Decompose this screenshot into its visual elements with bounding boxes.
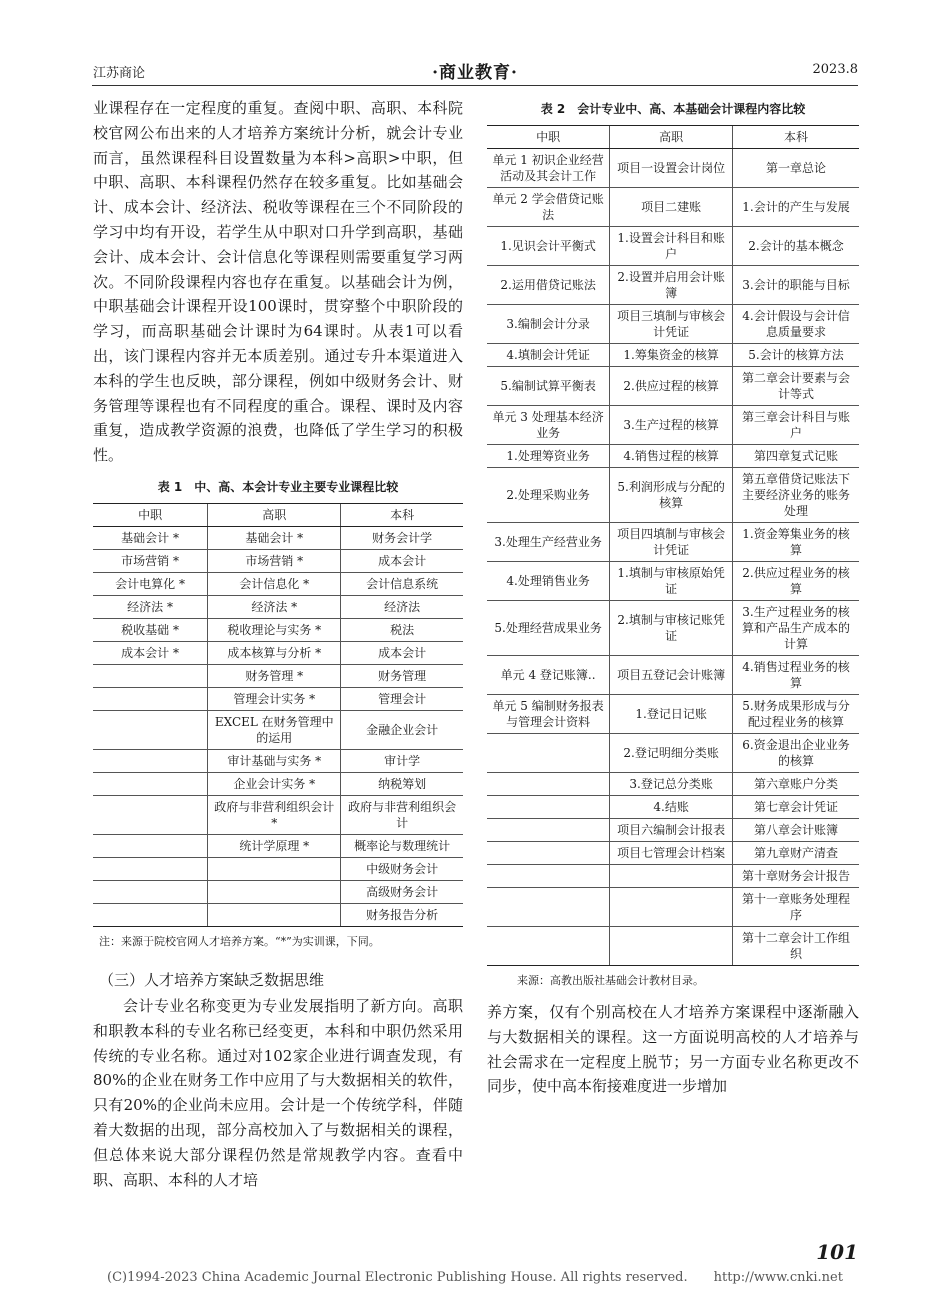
table-cell: 概率论与数理统计 [341,834,463,857]
table-cell: 第二章会计要素与会计等式 [733,367,860,406]
table-cell [610,865,733,888]
table-cell: 第九章财产清查 [733,842,860,865]
table-cell: 单元 3 处理基本经济业务 [487,406,610,445]
table-row [93,641,463,664]
table-cell [208,880,341,903]
table-cell: 项目六编制会计报表 [610,819,733,842]
table-row [487,888,859,927]
table-cell: 1.见识会计平衡式 [487,227,610,266]
table-cell: 第十二章会计工作组织 [733,927,860,966]
table-cell: 单元 1 初识企业经营活动及其会计工作 [487,149,610,188]
table-row [487,445,859,468]
table2-header-cell: 中职 [487,126,610,149]
table-cell: 单元 4 登记账簿.. [487,656,610,695]
table-cell: 政府与非营利组织会计 [341,795,463,834]
table-row [487,367,859,406]
table-cell: 项目五登记会计账簿 [610,656,733,695]
table1-note: 注：来源于院校官网人才培养方案。“*”为实训课，下同。 [99,934,380,948]
table-cell: 项目四填制与审核会计凭证 [610,523,733,562]
table-row [487,927,859,966]
table2-header-row [487,126,859,149]
table-row [487,842,859,865]
page-number: 101 [816,1240,858,1264]
table-cell: 第八章会计账簿 [733,819,860,842]
table-cell: 4.销售过程业务的核算 [733,656,860,695]
table2-header-cell: 高职 [610,126,733,149]
table-cell: 税收理论与实务 * [208,618,341,641]
table-cell [610,927,733,966]
table-cell: 项目二建账 [610,188,733,227]
left-column [93,96,463,1192]
table-cell: 成本核算与分析 * [208,641,341,664]
table-cell: 单元 5 编制财务报表与管理会计资料 [487,695,610,734]
table-cell: 市场营销 * [93,549,208,572]
table-cell: 4.结账 [610,796,733,819]
table-cell [93,749,208,772]
table-cell: 中级财务会计 [341,857,463,880]
table-cell [487,819,610,842]
table-cell [610,888,733,927]
table-cell: 2.登记明细分类账 [610,734,733,773]
table-cell: 3.生产过程的核算 [610,406,733,445]
table-cell: 4.处理销售业务 [487,562,610,601]
table-cell: 1.资金筹集业务的核算 [733,523,860,562]
issue-label: 2023.8 [812,62,858,77]
table-row [93,595,463,618]
table-cell: 4.会计假设与会计信息质量要求 [733,305,860,344]
table-cell [487,865,610,888]
table-cell: 管理会计实务 * [208,687,341,710]
table-cell: 1.筹集资金的核算 [610,344,733,367]
table-cell: 第十章财务会计报告 [733,865,860,888]
table-cell: 财务会计学 [341,526,463,549]
table-cell: 税法 [341,618,463,641]
table-row [487,773,859,796]
table-cell: 项目七管理会计档案 [610,842,733,865]
table-cell: 基础会计 * [208,526,341,549]
table-cell [487,734,610,773]
body-paragraph: 养方案，仅有个别高校在人才培养方案课程中逐渐融入与大数据相关的课程。这一方面说明高校的人才培养与社会需求在一定程度上脱节；另一方面专业名称更改不同步，使中高本衔接难度进一步增加 [487,1003,859,1096]
table-row [93,526,463,549]
table-cell: 6.资金退出企业业务的核算 [733,734,860,773]
table-row [487,227,859,266]
table-cell: 2.供应过程业务的核算 [733,562,860,601]
table-cell [487,927,610,966]
table-cell: 成本会计 * [93,641,208,664]
table1-header-cell: 本科 [341,503,463,526]
table-cell: 纳税筹划 [341,772,463,795]
table-cell: 第三章会计科目与账户 [733,406,860,445]
table-cell: 经济法 * [93,595,208,618]
table-row [93,549,463,572]
table-cell: 2.运用借贷记账法 [487,266,610,305]
table-cell: 5.处理经营成果业务 [487,601,610,656]
table-cell: 第四章复式记账 [733,445,860,468]
table-cell: 3.处理生产经营业务 [487,523,610,562]
table-cell: 5.财务成果形成与分配过程业务的核算 [733,695,860,734]
table-cell [487,888,610,927]
table-cell [93,687,208,710]
table-cell: 3.编制会计分录 [487,305,610,344]
table2-note: 来源：高教出版社基础会计教材目录。 [517,974,704,987]
table-cell [93,795,208,834]
table-row [93,795,463,834]
body-paragraph: 业课程存在一定程度的重复。查阅中职、高职、本科院校官网公布出来的人才培养方案统计分析，就会计专业而言，虽然课程科目设置数量为本科>高职>中职，但中职、高职、本科课程仍然存在较多重复。比如基础会计、成本会计、经济法、税收等课程在三个不同阶段的学习中均有开设，若学生从中职对口升学到高职，基础会计、成本会计、会计信息化等课程则需要重复学习两次。不同阶段课程内容也存在重复。以基础会计为例，中职基础会计课程开设100课时，贯穿整个中职阶段的学习，而高职基础会计课时为64课时。从表1可以看出，该门课程内容并无本质差别。通过专升本渠道进入本科的学生也反映，部分课程，例如中级财务会计、财务管理等课程也有不同程度的重合。课程、课时及内容重复，造成教学资源的浪费，也降低了学生学习的积极性。 [93,99,463,465]
table-cell: 5.会计的核算方法 [733,344,860,367]
table-cell: 经济法 * [208,595,341,618]
table1-header-row [93,503,463,526]
table-cell: 高级财务会计 [341,880,463,903]
table-cell: 3.会计的职能与目标 [733,266,860,305]
header-rule [92,85,858,86]
table-cell: 第五章借贷记账法下主要经济业务的账务处理 [733,468,860,523]
table-cell: 企业会计实务 * [208,772,341,795]
table-cell [487,796,610,819]
table-row [93,710,463,749]
table-row [93,664,463,687]
table-cell: 会计信息系统 [341,572,463,595]
table-row [487,468,859,523]
table-cell [487,773,610,796]
table-row [487,819,859,842]
table-cell [208,857,341,880]
table-cell: 单元 2 学会借贷记账法 [487,188,610,227]
table-cell: 5.利润形成与分配的核算 [610,468,733,523]
table2 [487,125,859,966]
table-row [93,749,463,772]
table-cell: 1.设置会计科目和账户 [610,227,733,266]
table-cell: 第十一章账务处理程序 [733,888,860,927]
table-row [487,149,859,188]
table-cell: 市场营销 * [208,549,341,572]
table-row [93,880,463,903]
table-row [487,656,859,695]
table-cell: 2.供应过程的核算 [610,367,733,406]
table-row [487,796,859,819]
table-cell: 5.编制试算平衡表 [487,367,610,406]
table-cell: 第六章账户分类 [733,773,860,796]
table-cell: 审计基础与实务 * [208,749,341,772]
table-cell [93,834,208,857]
table-cell: 3.登记总分类账 [610,773,733,796]
table-cell: 2.填制与审核记账凭证 [610,601,733,656]
table-cell: EXCEL 在财务管理中的运用 [208,710,341,749]
table-cell: 2.会计的基本概念 [733,227,860,266]
table-row [487,865,859,888]
table-cell: 金融企业会计 [341,710,463,749]
section-title: ·商业教育· [432,63,518,83]
table-cell: 1.会计的产生与发展 [733,188,860,227]
table-row [487,734,859,773]
table-cell: 4.填制会计凭证 [487,344,610,367]
table-cell: 统计学原理 * [208,834,341,857]
table-cell: 1.处理筹资业务 [487,445,610,468]
table-cell: 4.销售过程的核算 [610,445,733,468]
table-row [93,687,463,710]
table-cell [93,857,208,880]
table1-caption: 表 1 中、高、本会计专业主要专业课程比较 [157,479,399,494]
table-row [93,618,463,641]
journal-name: 江苏商论 [93,66,146,81]
table-row [93,772,463,795]
table-cell: 2.处理采购业务 [487,468,610,523]
section-heading: （三）人才培养方案缺乏数据思维 [99,970,325,989]
table-cell: 1.填制与审核原始凭证 [610,562,733,601]
table-row [487,406,859,445]
table-cell: 1.登记日记账 [610,695,733,734]
table-cell [487,842,610,865]
table-cell: 2.设置并启用会计账簿 [610,266,733,305]
table-cell [93,880,208,903]
table-cell: 3.生产过程业务的核算和产品生产成本的计算 [733,601,860,656]
table2-header-cell: 本科 [733,126,860,149]
table-cell: 会计电算化 * [93,572,208,595]
table-row [487,305,859,344]
table-cell: 财务管理 * [208,664,341,687]
table-cell: 审计学 [341,749,463,772]
table-cell: 税收基础 * [93,618,208,641]
table-row [487,695,859,734]
table-cell [93,772,208,795]
table-cell: 第七章会计凭证 [733,796,860,819]
table-row [487,266,859,305]
table-cell: 会计信息化 * [208,572,341,595]
table2-caption: 表 2 会计专业中、高、本基础会计课程内容比较 [540,102,806,116]
table-row [93,857,463,880]
table-cell [208,903,341,926]
table-cell: 财务管理 [341,664,463,687]
right-column [487,96,859,1099]
table1-header-cell: 高职 [208,503,341,526]
table-cell [93,710,208,749]
table1-header-cell: 中职 [93,503,208,526]
table-row [487,523,859,562]
table-cell: 财务报告分析 [341,903,463,926]
table-cell: 项目一设置会计岗位 [610,149,733,188]
table-row [487,562,859,601]
table-cell: 管理会计 [341,687,463,710]
table-cell: 项目三填制与审核会计凭证 [610,305,733,344]
table-cell: 经济法 [341,595,463,618]
table-cell: 基础会计 * [93,526,208,549]
table-row [93,834,463,857]
table-row [487,344,859,367]
table-cell [93,664,208,687]
table-row [93,572,463,595]
table-row [487,188,859,227]
table-cell: 成本会计 [341,641,463,664]
table-cell: 第一章总论 [733,149,860,188]
table-cell: 成本会计 [341,549,463,572]
table-row [487,601,859,656]
table1 [93,503,463,927]
table-cell [93,903,208,926]
body-paragraph: 会计专业名称变更为专业发展指明了新方向。高职和职教本科的专业名称已经变更，本科和中职仍然采用传统的专业名称。通过对102家企业进行调查发现，有80%的企业在财务工作中应用了与大数据相关的软件，只有20%的企业尚未应用。会计是一个传统学科，伴随着大数据的出现，部分高校加入了与数据相关的课程，但总体来说大部分课程仍然是常规教学内容。查看中职、高职、本科的人才培 [93,996,463,1189]
table-cell: 政府与非营利组织会计 * [208,795,341,834]
copyright-footer: (C)1994-2023 China Academic Journal Electronic Publishing House. All rights reserved. http://www.cnki.net [107,1270,843,1285]
table-row [93,903,463,926]
